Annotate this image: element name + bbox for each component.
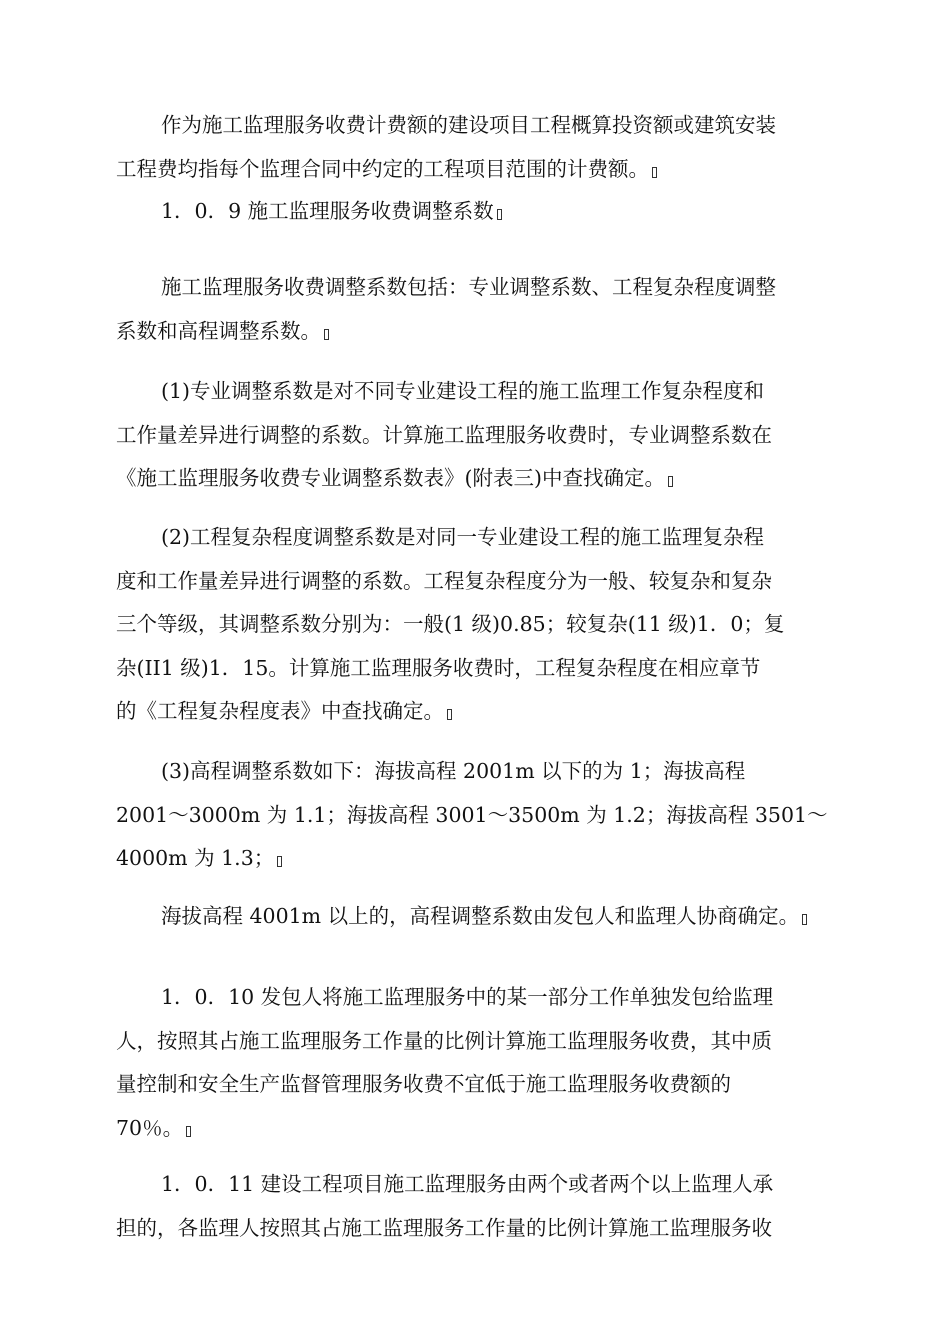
text-line: (3)高程调整系数如下：海拔高程 2001m 以下的为 1；海拔高程: [161, 759, 746, 783]
text-line: 海拔高程 4001m 以上的，高程调整系数由发包人和监理人协商确定。: [116, 895, 836, 939]
text-line: 4000m 为 1.3；: [116, 837, 836, 881]
text-line: 作为施工监理服务收费计费额的建设项目工程概算投资额或建筑安装: [161, 113, 776, 137]
paragraph-professional-coefficient: [116, 370, 836, 501]
text-line: (2)工程复杂程度调整系数是对同一专业建设工程的施工监理复杂程: [161, 525, 765, 549]
text-line: 度和工作量差异进行调整的系数。工程复杂程度分为一般、较复杂和复杂: [116, 568, 772, 593]
text-line: 工程费均指每个监理合同中约定的工程项目范围的计费额。: [116, 148, 836, 192]
text-line: 1．0．11 建设工程项目施工监理服务由两个或者两个以上监理人承: [161, 1172, 774, 1196]
text-line: 施工监理服务收费调整系数包括：专业调整系数、工程复杂程度调整: [161, 275, 776, 299]
text-line: 人，按照其占施工监理服务工作量的比例计算施工监理服务收费，其中质: [116, 1028, 772, 1053]
paragraph-mark-icon: [447, 709, 452, 720]
text-line: 70％。: [116, 1107, 836, 1151]
paragraph-section-1-0-10: [116, 976, 836, 1150]
text-line: 杂(II1 级)1．15。计算施工监理服务收费时，工程复杂程度在相应章节: [116, 655, 761, 680]
paragraph-altitude-coefficient: [116, 750, 836, 881]
paragraph-section-1-0-11: [116, 1163, 836, 1250]
text-line: 1．0．10 发包人将施工监理服务中的某一部分工作单独发包给监理: [161, 985, 774, 1009]
paragraph-mark-icon: [497, 209, 502, 220]
paragraph-mark-icon: [652, 167, 657, 178]
paragraph-computation-base: [116, 104, 836, 191]
text-line: 2001～3000m 为 1.1；海拔高程 3001～3500m 为 1.2；海拔高程 3501～: [116, 802, 828, 827]
text-line: 工作量差异进行调整的系数。计算施工监理服务收费时，专业调整系数在: [116, 422, 772, 447]
paragraph-section-1-0-9: [116, 190, 836, 234]
paragraph-mark-icon: [802, 914, 807, 925]
text-line: (1)专业调整系数是对不同专业建设工程的施工监理工作复杂程度和: [161, 379, 765, 403]
section-heading: 1．0．9 施工监理服务收费调整系数: [116, 190, 836, 234]
paragraph-mark-icon: [668, 476, 673, 487]
text-line: 的《工程复杂程度表》中查找确定。: [116, 690, 836, 734]
paragraph-mark-icon: [186, 1126, 191, 1137]
paragraph-adjustment-coefficients: [116, 266, 836, 353]
text-line: 《施工监理服务收费专业调整系数表》(附表三)中查找确定。: [116, 457, 836, 501]
text-line: 三个等级，其调整系数分别为：一般(1 级)0.85；较复杂(11 级)1．0；复: [116, 612, 785, 636]
paragraph-complexity-coefficient: [116, 516, 836, 734]
paragraph-mark-icon: [277, 856, 282, 867]
paragraph-mark-icon: [324, 329, 329, 340]
text-line: 量控制和安全生产监督管理服务收费不宜低于施工监理服务收费额的: [116, 1072, 731, 1096]
text-line: 系数和高程调整系数。: [116, 310, 836, 354]
paragraph-altitude-above-4001: [116, 895, 836, 939]
text-line: 担的，各监理人按照其占施工监理服务工作量的比例计算施工监理服务收: [116, 1215, 772, 1240]
